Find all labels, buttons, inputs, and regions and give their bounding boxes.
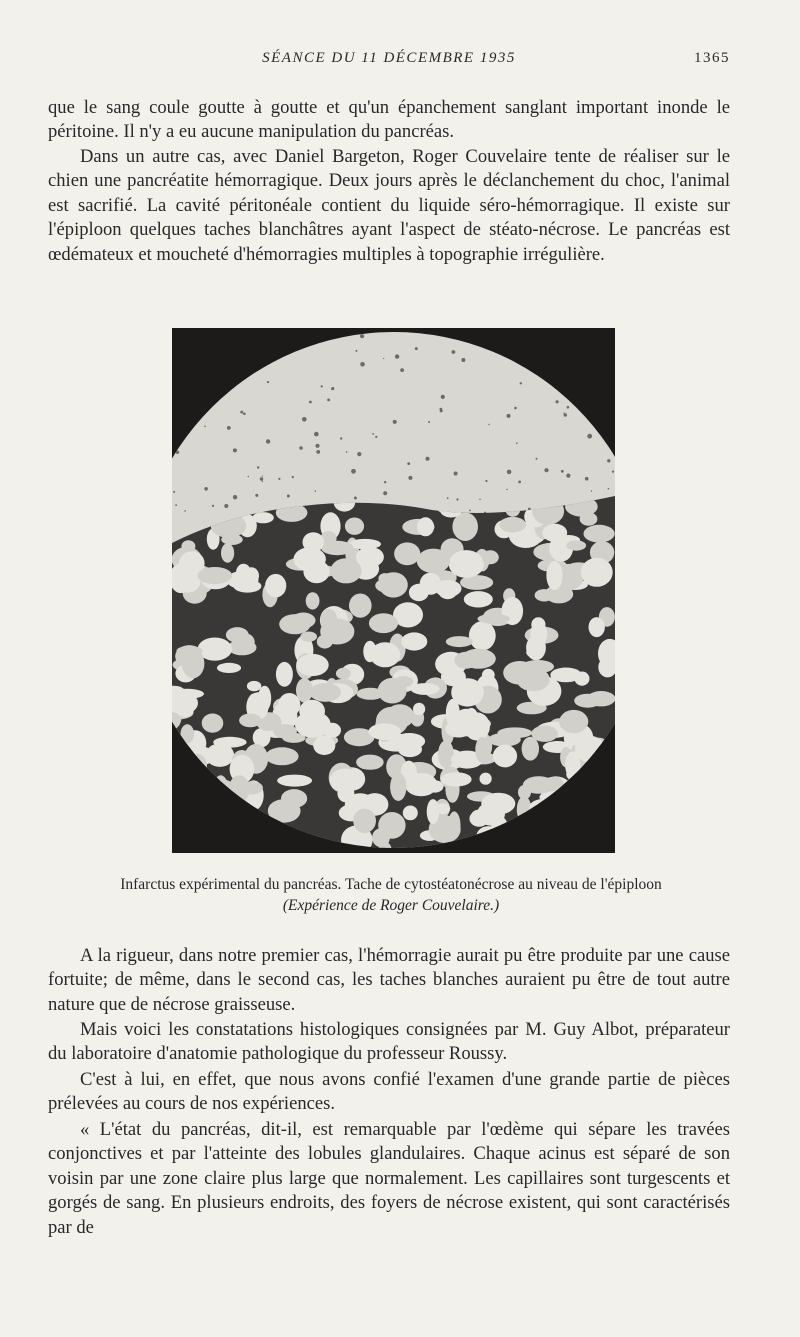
running-head: [48, 50, 730, 67]
caption-text: Infarctus expérimental du pancréas. Tache de cytostéatonécrose au niveau de l'épiploon: [120, 876, 662, 893]
paragraph: Mais voici les constatations histologiques consignées par M. Guy Albot, préparateur du laboratoire d'anatomie pathologique du professeur Roussy.: [48, 1019, 730, 1065]
caption-credit: (Expérience de Roger Couvelaire.): [282, 897, 500, 914]
paragraph: que le sang coule goutte à goutte et qu'un épanchement sanglant important inonde le péritoine. Il n'y a eu aucune manipulation du pancréas.: [48, 97, 730, 143]
page-number: 1365: [694, 50, 730, 66]
paragraph: « L'état du pancréas, dit-il, est remarquable par l'œdème qui sépare les travées conjonctives et par l'atteinte des lobules glandulaires. Chaque acinus est séparé de son voisin par une zone claire plus large que normalement. Les capillaires sont turgescents et gorgés de sang. En plusieurs endroits, des foyers de nécrose existent, qui sont caractérisés par de: [48, 1119, 730, 1238]
paragraph: C'est à lui, en effet, que nous avons confié l'examen d'une grande partie de pièces prélevées au cours de nos expériences.: [48, 1069, 730, 1115]
running-title: SÉANCE DU 11 DÉCEMBRE 1935: [262, 50, 516, 66]
figure-caption: [48, 874, 734, 916]
paragraph: Dans un autre cas, avec Daniel Bargeton, Roger Couvelaire tente de réaliser sur le chien une pancréatite hémorragique. Deux jours après le déclanchement du choc, l'animal est sacrifié. La cavité péritonéale contient du liquide séro-hémorragique. Il existe sur l'épiploon quelques taches blanchâtres ayant l'aspect de stéato-nécrose. Le pancréas est œdémateux et moucheté d'hémorragies multiples à topographie irrégulière.: [48, 146, 730, 265]
micrograph-image: [172, 328, 615, 853]
paragraph: A la rigueur, dans notre premier cas, l'hémorragie aurait pu être produite par une cause fortuite; de même, dans le second cas, les taches blanches auraient pu être de tout autre nature que de nécrose graisseuse.: [48, 945, 730, 1015]
micrograph-figure: [172, 328, 615, 853]
